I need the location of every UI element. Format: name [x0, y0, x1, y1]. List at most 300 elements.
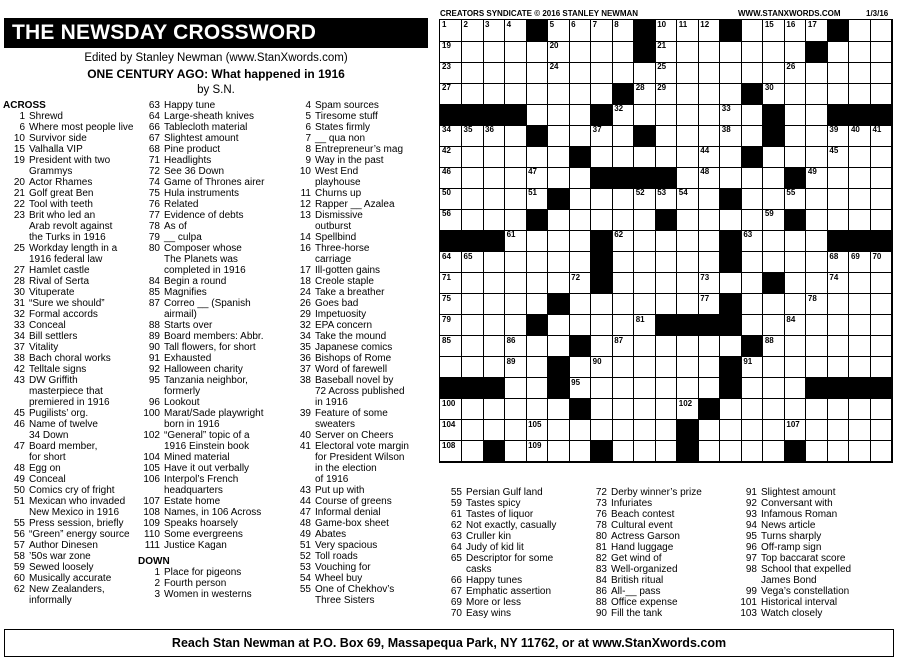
grid-cell[interactable] — [870, 315, 892, 337]
grid-cell[interactable] — [784, 315, 806, 337]
grid-cell[interactable] — [548, 209, 570, 231]
grid-cell[interactable] — [849, 441, 871, 463]
grid-cell[interactable] — [655, 104, 677, 126]
grid-cell[interactable] — [526, 83, 548, 105]
grid-cell[interactable] — [677, 167, 699, 189]
grid-cell[interactable] — [655, 252, 677, 274]
grid-cell[interactable] — [569, 378, 591, 400]
grid-cell[interactable] — [849, 252, 871, 274]
grid-cell[interactable] — [505, 441, 527, 463]
grid-cell[interactable] — [763, 62, 785, 84]
grid-cell[interactable] — [634, 399, 656, 421]
grid-cell[interactable] — [870, 167, 892, 189]
grid-cell[interactable] — [655, 357, 677, 379]
grid-cell[interactable] — [462, 420, 484, 442]
grid-cell[interactable] — [870, 399, 892, 421]
grid-cell[interactable] — [634, 273, 656, 295]
grid-cell[interactable] — [655, 146, 677, 168]
grid-cell[interactable] — [806, 209, 828, 231]
grid-cell[interactable] — [763, 336, 785, 358]
grid-cell[interactable] — [440, 336, 462, 358]
grid-cell[interactable] — [849, 188, 871, 210]
grid-cell[interactable] — [806, 20, 828, 42]
grid-cell[interactable] — [569, 125, 591, 147]
grid-cell[interactable] — [612, 378, 634, 400]
grid-cell[interactable] — [548, 62, 570, 84]
grid-cell[interactable] — [720, 125, 742, 147]
grid-cell[interactable] — [784, 104, 806, 126]
grid-cell[interactable] — [741, 399, 763, 421]
grid-cell[interactable] — [634, 188, 656, 210]
grid-cell[interactable] — [483, 294, 505, 316]
grid-cell[interactable] — [806, 230, 828, 252]
grid-cell[interactable] — [440, 420, 462, 442]
grid-cell[interactable] — [741, 20, 763, 42]
grid-cell[interactable] — [763, 252, 785, 274]
grid-cell[interactable] — [612, 357, 634, 379]
grid-cell[interactable] — [591, 188, 613, 210]
grid-cell[interactable] — [548, 273, 570, 295]
grid-cell[interactable] — [849, 315, 871, 337]
grid-cell[interactable] — [548, 399, 570, 421]
grid-cell[interactable] — [634, 252, 656, 274]
grid-cell[interactable] — [462, 188, 484, 210]
grid-cell[interactable] — [548, 441, 570, 463]
grid-cell[interactable] — [870, 441, 892, 463]
grid-cell[interactable] — [763, 20, 785, 42]
grid-cell[interactable] — [698, 336, 720, 358]
grid-cell[interactable] — [720, 104, 742, 126]
grid-cell[interactable] — [827, 357, 849, 379]
grid-cell[interactable] — [784, 357, 806, 379]
grid-cell[interactable] — [655, 83, 677, 105]
grid-cell[interactable] — [655, 378, 677, 400]
grid-cell[interactable] — [548, 83, 570, 105]
grid-cell[interactable] — [870, 188, 892, 210]
grid-cell[interactable] — [569, 357, 591, 379]
grid-cell[interactable] — [634, 209, 656, 231]
grid-cell[interactable] — [655, 188, 677, 210]
grid-cell[interactable] — [505, 146, 527, 168]
grid-cell[interactable] — [462, 83, 484, 105]
grid-cell[interactable] — [483, 273, 505, 295]
grid-cell[interactable] — [784, 83, 806, 105]
grid-cell[interactable] — [806, 252, 828, 274]
grid-cell[interactable] — [440, 252, 462, 274]
grid-cell[interactable] — [440, 441, 462, 463]
grid-cell[interactable] — [526, 399, 548, 421]
grid-cell[interactable] — [677, 336, 699, 358]
grid-cell[interactable] — [569, 188, 591, 210]
grid-cell[interactable] — [698, 209, 720, 231]
grid-cell[interactable] — [634, 294, 656, 316]
grid-cell[interactable] — [483, 146, 505, 168]
grid-cell[interactable] — [698, 252, 720, 274]
grid-cell[interactable] — [827, 146, 849, 168]
grid-cell[interactable] — [827, 399, 849, 421]
grid-cell[interactable] — [827, 167, 849, 189]
grid-cell[interactable] — [569, 62, 591, 84]
grid-cell[interactable] — [612, 315, 634, 337]
grid-cell[interactable] — [526, 167, 548, 189]
grid-cell[interactable] — [440, 294, 462, 316]
grid-cell[interactable] — [720, 441, 742, 463]
grid-cell[interactable] — [677, 294, 699, 316]
grid-cell[interactable] — [870, 357, 892, 379]
grid-cell[interactable] — [591, 146, 613, 168]
grid-cell[interactable] — [849, 83, 871, 105]
grid-cell[interactable] — [677, 188, 699, 210]
grid-cell[interactable] — [591, 399, 613, 421]
grid-cell[interactable] — [612, 209, 634, 231]
grid-cell[interactable] — [763, 209, 785, 231]
grid-cell[interactable] — [612, 41, 634, 63]
grid-cell[interactable] — [806, 441, 828, 463]
grid-cell[interactable] — [505, 209, 527, 231]
grid-cell[interactable] — [526, 146, 548, 168]
grid-cell[interactable] — [548, 41, 570, 63]
grid-cell[interactable] — [763, 357, 785, 379]
grid-cell[interactable] — [870, 125, 892, 147]
grid-cell[interactable] — [634, 357, 656, 379]
grid-cell[interactable] — [612, 420, 634, 442]
grid-cell[interactable] — [698, 378, 720, 400]
grid-cell[interactable] — [526, 41, 548, 63]
grid-cell[interactable] — [462, 62, 484, 84]
grid-cell[interactable] — [741, 62, 763, 84]
grid-cell[interactable] — [806, 104, 828, 126]
grid-cell[interactable] — [634, 336, 656, 358]
grid-cell[interactable] — [440, 188, 462, 210]
grid-cell[interactable] — [462, 167, 484, 189]
grid-cell[interactable] — [677, 399, 699, 421]
grid-cell[interactable] — [763, 41, 785, 63]
grid-cell[interactable] — [569, 83, 591, 105]
grid-cell[interactable] — [806, 125, 828, 147]
grid-cell[interactable] — [634, 315, 656, 337]
grid-cell[interactable] — [763, 441, 785, 463]
grid-cell[interactable] — [849, 20, 871, 42]
grid-cell[interactable] — [462, 209, 484, 231]
grid-cell[interactable] — [870, 20, 892, 42]
grid-cell[interactable] — [698, 83, 720, 105]
grid-cell[interactable] — [827, 252, 849, 274]
grid-cell[interactable] — [548, 146, 570, 168]
grid-cell[interactable] — [483, 188, 505, 210]
grid-cell[interactable] — [849, 167, 871, 189]
grid-cell[interactable] — [784, 420, 806, 442]
grid-cell[interactable] — [612, 441, 634, 463]
grid-cell[interactable] — [870, 146, 892, 168]
grid-cell[interactable] — [741, 167, 763, 189]
grid-cell[interactable] — [440, 146, 462, 168]
grid-cell[interactable] — [440, 20, 462, 42]
grid-cell[interactable] — [849, 62, 871, 84]
grid-cell[interactable] — [698, 273, 720, 295]
grid-cell[interactable] — [677, 146, 699, 168]
grid-cell[interactable] — [526, 441, 548, 463]
grid-cell[interactable] — [483, 167, 505, 189]
grid-cell[interactable] — [526, 230, 548, 252]
grid-cell[interactable] — [827, 315, 849, 337]
grid-cell[interactable] — [591, 420, 613, 442]
grid-cell[interactable] — [677, 125, 699, 147]
grid-cell[interactable] — [505, 230, 527, 252]
grid-cell[interactable] — [849, 125, 871, 147]
grid-cell[interactable] — [634, 62, 656, 84]
grid-cell[interactable] — [806, 315, 828, 337]
grid-cell[interactable] — [462, 441, 484, 463]
grid-cell[interactable] — [483, 209, 505, 231]
grid-cell[interactable] — [591, 125, 613, 147]
grid-cell[interactable] — [827, 41, 849, 63]
grid-cell[interactable] — [655, 273, 677, 295]
grid-cell[interactable] — [612, 399, 634, 421]
grid-cell[interactable] — [677, 273, 699, 295]
grid-cell[interactable] — [806, 62, 828, 84]
grid-cell[interactable] — [784, 41, 806, 63]
grid-cell[interactable] — [591, 336, 613, 358]
grid-cell[interactable] — [655, 125, 677, 147]
grid-cell[interactable] — [569, 209, 591, 231]
grid-cell[interactable] — [483, 420, 505, 442]
grid-cell[interactable] — [483, 125, 505, 147]
grid-cell[interactable] — [827, 294, 849, 316]
grid-cell[interactable] — [849, 420, 871, 442]
grid-cell[interactable] — [655, 230, 677, 252]
grid-cell[interactable] — [720, 336, 742, 358]
grid-cell[interactable] — [505, 273, 527, 295]
grid-cell[interactable] — [569, 420, 591, 442]
grid-cell[interactable] — [784, 62, 806, 84]
grid-cell[interactable] — [505, 188, 527, 210]
grid-cell[interactable] — [698, 188, 720, 210]
grid-cell[interactable] — [612, 188, 634, 210]
grid-cell[interactable] — [569, 273, 591, 295]
grid-cell[interactable] — [806, 167, 828, 189]
grid-cell[interactable] — [591, 83, 613, 105]
grid-cell[interactable] — [569, 167, 591, 189]
grid-cell[interactable] — [569, 230, 591, 252]
grid-cell[interactable] — [698, 420, 720, 442]
grid-cell[interactable] — [741, 420, 763, 442]
grid-cell[interactable] — [849, 209, 871, 231]
grid-cell[interactable] — [827, 83, 849, 105]
grid-cell[interactable] — [548, 104, 570, 126]
grid-cell[interactable] — [827, 420, 849, 442]
grid-cell[interactable] — [763, 146, 785, 168]
grid-cell[interactable] — [698, 125, 720, 147]
grid-cell[interactable] — [591, 357, 613, 379]
grid-cell[interactable] — [741, 441, 763, 463]
grid-cell[interactable] — [763, 83, 785, 105]
grid-cell[interactable] — [698, 62, 720, 84]
grid-cell[interactable] — [440, 315, 462, 337]
grid-cell[interactable] — [784, 336, 806, 358]
grid-cell[interactable] — [634, 83, 656, 105]
grid-cell[interactable] — [741, 252, 763, 274]
grid-cell[interactable] — [763, 188, 785, 210]
grid-cell[interactable] — [741, 357, 763, 379]
grid-cell[interactable] — [526, 252, 548, 274]
grid-cell[interactable] — [698, 230, 720, 252]
grid-cell[interactable] — [784, 230, 806, 252]
grid-cell[interactable] — [591, 20, 613, 42]
grid-cell[interactable] — [698, 441, 720, 463]
grid-cell[interactable] — [440, 399, 462, 421]
grid-cell[interactable] — [870, 294, 892, 316]
grid-cell[interactable] — [720, 41, 742, 63]
grid-cell[interactable] — [677, 104, 699, 126]
grid-cell[interactable] — [569, 252, 591, 274]
grid-cell[interactable] — [698, 357, 720, 379]
grid-cell[interactable] — [655, 399, 677, 421]
grid-cell[interactable] — [741, 378, 763, 400]
grid-cell[interactable] — [655, 441, 677, 463]
grid-cell[interactable] — [548, 420, 570, 442]
grid-cell[interactable] — [483, 41, 505, 63]
grid-cell[interactable] — [634, 230, 656, 252]
grid-cell[interactable] — [763, 420, 785, 442]
grid-cell[interactable] — [741, 294, 763, 316]
grid-cell[interactable] — [569, 441, 591, 463]
grid-cell[interactable] — [548, 252, 570, 274]
grid-cell[interactable] — [741, 273, 763, 295]
grid-cell[interactable] — [548, 230, 570, 252]
grid-cell[interactable] — [462, 315, 484, 337]
grid-cell[interactable] — [870, 420, 892, 442]
grid-cell[interactable] — [634, 420, 656, 442]
grid-cell[interactable] — [591, 41, 613, 63]
grid-cell[interactable] — [483, 336, 505, 358]
grid-cell[interactable] — [612, 62, 634, 84]
grid-cell[interactable] — [548, 315, 570, 337]
grid-cell[interactable] — [741, 315, 763, 337]
grid-cell[interactable] — [526, 336, 548, 358]
grid-cell[interactable] — [591, 315, 613, 337]
grid-cell[interactable] — [806, 336, 828, 358]
grid-cell[interactable] — [483, 62, 505, 84]
grid-cell[interactable] — [698, 20, 720, 42]
grid-cell[interactable] — [505, 420, 527, 442]
grid-cell[interactable] — [784, 399, 806, 421]
grid-cell[interactable] — [505, 315, 527, 337]
grid-cell[interactable] — [806, 399, 828, 421]
grid-cell[interactable] — [741, 209, 763, 231]
grid-cell[interactable] — [505, 399, 527, 421]
grid-cell[interactable] — [505, 83, 527, 105]
grid-cell[interactable] — [849, 41, 871, 63]
grid-cell[interactable] — [612, 273, 634, 295]
grid-cell[interactable] — [827, 62, 849, 84]
grid-cell[interactable] — [440, 167, 462, 189]
grid-cell[interactable] — [612, 294, 634, 316]
grid-cell[interactable] — [634, 441, 656, 463]
grid-cell[interactable] — [655, 336, 677, 358]
grid-cell[interactable] — [870, 83, 892, 105]
grid-cell[interactable] — [526, 188, 548, 210]
grid-cell[interactable] — [483, 20, 505, 42]
grid-cell[interactable] — [806, 294, 828, 316]
grid-cell[interactable] — [440, 125, 462, 147]
grid-cell[interactable] — [526, 378, 548, 400]
grid-cell[interactable] — [440, 83, 462, 105]
grid-cell[interactable] — [763, 230, 785, 252]
grid-cell[interactable] — [677, 252, 699, 274]
grid-cell[interactable] — [526, 420, 548, 442]
grid-cell[interactable] — [612, 125, 634, 147]
grid-cell[interactable] — [720, 146, 742, 168]
grid-cell[interactable] — [505, 252, 527, 274]
grid-cell[interactable] — [548, 125, 570, 147]
grid-cell[interactable] — [526, 357, 548, 379]
grid-cell[interactable] — [591, 294, 613, 316]
grid-cell[interactable] — [677, 357, 699, 379]
grid-cell[interactable] — [440, 41, 462, 63]
grid-cell[interactable] — [849, 357, 871, 379]
grid-cell[interactable] — [827, 273, 849, 295]
grid-cell[interactable] — [741, 125, 763, 147]
grid-cell[interactable] — [505, 125, 527, 147]
grid-cell[interactable] — [870, 41, 892, 63]
grid-cell[interactable] — [784, 20, 806, 42]
grid-cell[interactable] — [462, 399, 484, 421]
grid-cell[interactable] — [784, 146, 806, 168]
grid-cell[interactable] — [741, 41, 763, 63]
grid-cell[interactable] — [569, 20, 591, 42]
grid-cell[interactable] — [612, 104, 634, 126]
grid-cell[interactable] — [677, 41, 699, 63]
grid-cell[interactable] — [827, 188, 849, 210]
grid-cell[interactable] — [784, 378, 806, 400]
grid-cell[interactable] — [462, 336, 484, 358]
grid-cell[interactable] — [569, 104, 591, 126]
grid-cell[interactable] — [505, 357, 527, 379]
grid-cell[interactable] — [806, 420, 828, 442]
grid-cell[interactable] — [784, 125, 806, 147]
grid-cell[interactable] — [655, 420, 677, 442]
grid-cell[interactable] — [483, 252, 505, 274]
grid-cell[interactable] — [763, 399, 785, 421]
grid-cell[interactable] — [763, 167, 785, 189]
grid-cell[interactable] — [440, 209, 462, 231]
grid-cell[interactable] — [827, 336, 849, 358]
grid-cell[interactable] — [440, 357, 462, 379]
grid-cell[interactable] — [677, 20, 699, 42]
grid-cell[interactable] — [870, 252, 892, 274]
grid-cell[interactable] — [784, 188, 806, 210]
grid-cell[interactable] — [462, 41, 484, 63]
grid-cell[interactable] — [827, 209, 849, 231]
grid-cell[interactable] — [569, 41, 591, 63]
grid-cell[interactable] — [655, 62, 677, 84]
grid-cell[interactable] — [698, 104, 720, 126]
grid-cell[interactable] — [526, 104, 548, 126]
grid-cell[interactable] — [827, 125, 849, 147]
grid-cell[interactable] — [806, 146, 828, 168]
grid-cell[interactable] — [505, 167, 527, 189]
grid-cell[interactable] — [741, 188, 763, 210]
grid-cell[interactable] — [548, 20, 570, 42]
grid-cell[interactable] — [698, 167, 720, 189]
grid-cell[interactable] — [870, 336, 892, 358]
grid-cell[interactable] — [462, 273, 484, 295]
grid-cell[interactable] — [483, 357, 505, 379]
grid-cell[interactable] — [483, 399, 505, 421]
grid-cell[interactable] — [720, 209, 742, 231]
grid-cell[interactable] — [462, 20, 484, 42]
grid-cell[interactable] — [505, 41, 527, 63]
